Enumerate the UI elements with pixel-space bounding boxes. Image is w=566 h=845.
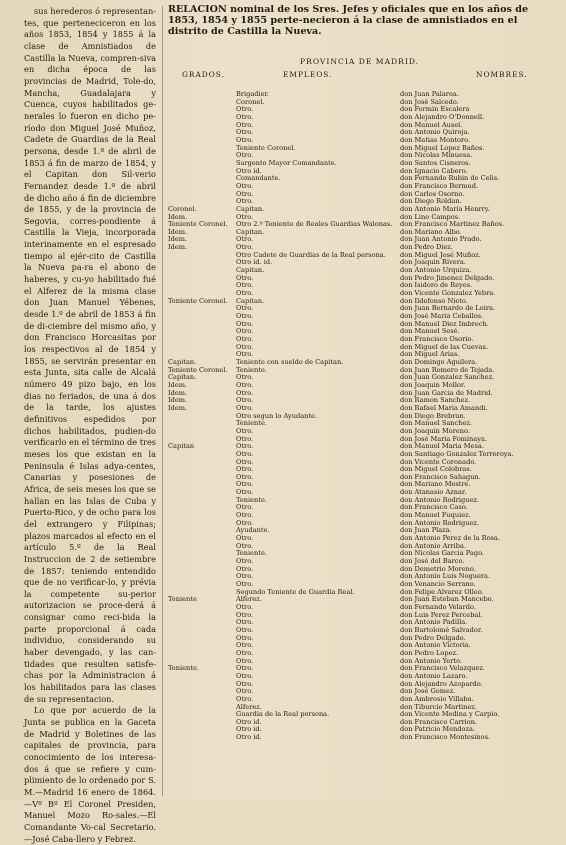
- officer-row: [0, 252, 566, 260]
- officer-row: [0, 681, 566, 689]
- officer-post: Otro.: [236, 472, 254, 481]
- officer-name: don Antonio Arriba.: [400, 541, 467, 550]
- officer-name: don José Maria Ceballos.: [400, 312, 484, 321]
- officer-post: Otro segun lo Ayudante.: [236, 411, 318, 420]
- officer-name: don Antonio María Henrry.: [400, 204, 490, 213]
- officer-post: Otro.: [236, 380, 254, 389]
- officer-name: don Miguel de las Cuevas.: [400, 342, 489, 351]
- officer-name: don Joaquin Mollor.: [400, 380, 466, 389]
- officer-row: [0, 183, 566, 191]
- announcement-paragraph-1: sus herederos ó representan-tes, que perteneciceron en los años 1853, 1854 y 1855 á la clase de Amnistiados de Castilla la Nueva, compren-siva en dicha época de las provincias de Madrid, Tole-do, Mancha, Guadalajara y Cuenca, cuyos habilitados ge-nerales lo fueron en dicho pe-ríodo don Miguel José Muñoz, Cadete de Guardias de la Real persona, desde 1.º de abril de 1853 á fin de marzo de 1854, y el Capitan don Sil-verio Fernandez desde 1.º de abril de dicho año á fin de diciembre de 1855, y de la provincia de Segovia, corres-pondiente á Castilla la Vieja, incorporada interinamente en el espresado tiempo al ejér-cito de Castilla la Nueva pa-ra el abono de haberes, y cu-yo habilitado fué el Alferez de la misma clase don Juan Manuel Yébenes, desde 1.º de abril de 1853 á fin de di-ciembre del mismo año, y don Francisco Horcasitas por los respectivos al de 1854 y 1855, se servirán presentar en esta Junta, sita calle de Alcalá número 49 pizo bajo, en los dias no feriados, de una á dos de la tarde, los ajustes definitivos espedidos por dichos habilitados, pudien-do verificarlo en el término de tres meses los que existan en la Peninsula é Islas adya-centes, Canarias y posesiones de Africa, de seis meses los que se hallan en las Islas de Cuba y Puerto-Rico, y de ocho para los del extrangero y Filipinas; plazos marcados al efecto en el artículo 5.º de la Real Instruccion de 2 de setiembre de 1857: teniendo entendido que de no verificar-lo, y prévia la competente su-perior autorizacion se proce-derá á consignar como reci-bida la parte proporcional á cada individuo, considerando su haber devengado, y las can-tidades que resulten satisfe-chas por la Administracion á los habilitados para las clases de su representacion.: [24, 6, 156, 704]
- officer-grade: Teniente Coronel.: [168, 365, 228, 374]
- officer-name: don Vicente Coronado.: [400, 457, 477, 466]
- officer-post: Otro.: [236, 197, 254, 206]
- officer-post: Otro.: [236, 112, 254, 121]
- officer-row: [0, 520, 566, 528]
- officer-name: don Diego Roldan.: [400, 197, 462, 206]
- officer-name: don Alejandro O'Donnell.: [400, 112, 485, 121]
- officer-post: Otro id.: [236, 733, 262, 742]
- officer-name: don Mariano Albo.: [400, 227, 462, 236]
- officer-post: Otro.: [236, 572, 254, 581]
- officer-name: don Nicolas Minuesa.: [400, 151, 473, 160]
- officer-post: Otro.: [236, 151, 254, 160]
- officer-name: don Miguel José Muñoz.: [400, 250, 481, 259]
- officer-post: Otro.: [236, 350, 254, 359]
- officer-name: don José Maria Fominaya.: [400, 434, 487, 443]
- officer-name: don Miguel Colobras.: [400, 465, 472, 474]
- officer-grade: Idem.: [168, 388, 188, 397]
- officer-row: [0, 627, 566, 635]
- officer-post: Segundo Teniente de Guardia Real.: [236, 587, 355, 596]
- officer-row: [0, 734, 566, 742]
- officer-name: don Antonio Victoria.: [400, 641, 471, 650]
- officer-name: don Ignacio Cabero.: [400, 166, 468, 175]
- officer-row: [0, 688, 566, 696]
- officer-post: Otro.: [236, 105, 254, 114]
- officer-name: don Francisco Caso.: [400, 503, 468, 512]
- officer-post: Otro id. id.: [236, 258, 273, 267]
- officer-post: Otro.: [236, 373, 254, 382]
- officer-name: don Juan Gonzalez Sanchez.: [400, 373, 495, 382]
- officer-post: Otro.: [236, 304, 254, 313]
- officer-grade: Idem.: [168, 403, 188, 412]
- officer-name: don Isidoro de Reyes.: [400, 281, 473, 290]
- officer-row: [0, 328, 566, 336]
- officer-name: don Vicente Gonzalez Yebra.: [400, 289, 496, 298]
- officer-row: [0, 497, 566, 505]
- officer-row: [0, 114, 566, 122]
- officer-post: Alferez.: [236, 595, 262, 604]
- officer-post: Otro.: [236, 480, 254, 489]
- officer-post: Otro.: [236, 648, 254, 657]
- officer-row: [0, 504, 566, 512]
- officer-post: Otro.: [236, 488, 254, 497]
- officer-name: don Miguel Lopez Baños.: [400, 143, 485, 152]
- officer-name: don Francisco Carrion.: [400, 717, 478, 726]
- officer-post: Otro.: [236, 319, 254, 328]
- officer-row: [0, 451, 566, 459]
- officer-row: [0, 145, 566, 153]
- officer-post: Otro.: [236, 656, 254, 665]
- officer-name: don Joaquin Rivera.: [400, 258, 466, 267]
- officer-row: [0, 206, 566, 214]
- officer-post: Otro.: [236, 396, 254, 405]
- officer-row: [0, 665, 566, 673]
- officer-post: Otro.: [236, 243, 254, 252]
- relation-header: [168, 4, 560, 37]
- officer-row: [0, 275, 566, 283]
- officer-name: don Manuel Maria Mesa.: [400, 442, 484, 451]
- officer-name: don Santos Cisneros.: [400, 158, 471, 167]
- officer-row: [0, 221, 566, 229]
- officer-name: don Manuel Sesé.: [400, 327, 460, 336]
- officer-post: Capitan.: [236, 227, 265, 236]
- officer-grade: Capitan: [168, 442, 195, 451]
- officer-row: [0, 573, 566, 581]
- officer-post: Otro.: [236, 541, 254, 550]
- officer-post: Otro id.: [236, 717, 262, 726]
- officer-grade: Idem.: [168, 380, 188, 389]
- officer-post: Otro.: [236, 327, 254, 336]
- officer-grade: Ídem.: [168, 227, 188, 236]
- officer-post: Otro.: [236, 289, 254, 298]
- officer-name: don Pedro Delgado.: [400, 633, 466, 642]
- officer-name: don Francisco Bermud.: [400, 181, 479, 190]
- officer-post: Comandante.: [236, 174, 281, 183]
- officer-grade: Coronel.: [168, 204, 197, 213]
- officer-post: Teniente.: [236, 549, 267, 558]
- officer-name: don Matias Montoro.: [400, 135, 471, 144]
- officer-post: Otro.: [236, 457, 254, 466]
- officer-name: don Manuel Fuquiez.: [400, 511, 471, 520]
- officer-post: Otro.: [236, 189, 254, 198]
- officer-row: [0, 696, 566, 704]
- officer-post: Otro.: [236, 465, 254, 474]
- officer-row: [0, 374, 566, 382]
- officer-row: [0, 635, 566, 643]
- officer-name: don Francisco Velazquez.: [400, 664, 485, 673]
- officer-name: don Carlos Osorno.: [400, 189, 465, 198]
- officer-post: Otro.: [236, 564, 254, 573]
- officer-name: don Ambrosio Villaba.: [400, 694, 474, 703]
- officer-name: don Antonio Urquiza.: [400, 266, 472, 275]
- officer-post: Otro id.: [236, 166, 262, 175]
- officer-name: don Tiburcio Martinez.: [400, 702, 477, 711]
- officer-post: Otro.: [236, 235, 254, 244]
- officer-post: Otro.: [236, 312, 254, 321]
- officer-name: don Pedro Lopez.: [400, 648, 459, 657]
- officer-row: [0, 236, 566, 244]
- officer-name: don Antonio Lazaro.: [400, 671, 468, 680]
- officer-post: Ayudante.: [236, 526, 270, 535]
- officer-post: Otro.: [236, 511, 254, 520]
- officer-name: don Vicente Medina y Carpio.: [400, 710, 500, 719]
- officer-grade: Teniente Coronel.: [168, 296, 228, 305]
- officer-row: [0, 413, 566, 421]
- officer-grade: Idem.: [168, 212, 188, 221]
- officer-name: don Felipe Alvarez Olleo.: [400, 587, 484, 596]
- officer-name: don Pedro Diez.: [400, 243, 453, 252]
- officer-row: [0, 474, 566, 482]
- officer-name: don Rafael Maria Amandi.: [400, 403, 488, 412]
- officer-post: Otro.: [236, 641, 254, 650]
- officer-name: don Antonio Padilla.: [400, 618, 468, 627]
- column-header-empleos: EMPLEOS.: [283, 70, 333, 79]
- officer-row: [0, 711, 566, 719]
- officer-post: Otro.: [236, 664, 254, 673]
- officer-post: Otro.: [236, 618, 254, 627]
- officer-row: [0, 550, 566, 558]
- officer-row: [0, 390, 566, 398]
- officer-name: don Francisco Montesinos.: [400, 733, 491, 742]
- officer-name: don Nicolas Garcia Pago.: [400, 549, 485, 558]
- column-header-grados: GRADOS.: [182, 70, 225, 79]
- officer-post: Otro.: [236, 449, 254, 458]
- officer-name: don Juan Esteban Mancebo.: [400, 595, 494, 604]
- officer-post: Otro.: [236, 281, 254, 290]
- officer-post: Capitan.: [236, 266, 265, 275]
- officer-post: Otro.: [236, 426, 254, 435]
- officer-post: Otro.: [236, 128, 254, 137]
- officer-row: [0, 290, 566, 298]
- officer-name: don Juan Romero de Tejada.: [400, 365, 495, 374]
- officer-post: Otro.: [236, 679, 254, 688]
- officer-post: Teniente.: [236, 419, 267, 428]
- officer-name: don Santiago Gonzalez Terreroya.: [400, 449, 514, 458]
- officer-name: don Francisco Sahagun.: [400, 472, 481, 481]
- officer-row: [0, 489, 566, 497]
- officer-grade: Capitan.: [168, 373, 197, 382]
- officer-name: don Manuel Sanchez.: [400, 419, 472, 428]
- officer-post: Otro.: [236, 687, 254, 696]
- province-heading: PROVINCIA DE MADRID.: [300, 57, 420, 66]
- officer-post: Otro.: [236, 503, 254, 512]
- officer-name: don Juan Bernardo de Loira.: [400, 304, 496, 313]
- officer-post: Sargento Mayor Comandante.: [236, 158, 337, 167]
- officer-name: don Fernando Rubin de Celis.: [400, 174, 500, 183]
- officer-row: [0, 535, 566, 543]
- officer-name: don Atanasio Aznar.: [400, 488, 467, 497]
- officer-row: [0, 122, 566, 130]
- officer-post: Alferez.: [236, 702, 262, 711]
- officer-name: don Patricio Mendoza.: [400, 725, 475, 734]
- officer-name: don Venancio Serrano.: [400, 580, 476, 588]
- officer-name: don Fernando Velardo.: [400, 602, 476, 611]
- officer-post: Otro.: [236, 335, 254, 343]
- officer-post: Otro.: [236, 434, 254, 443]
- officer-row: [0, 229, 566, 237]
- officer-name: don Antonio Perez de la Rosa.: [400, 534, 500, 543]
- officer-post: Otro.: [236, 120, 254, 129]
- officer-name: don Pedro Jimenez Delgado.: [400, 273, 495, 282]
- officer-name: don Juan Antonio Prado.: [400, 235, 482, 244]
- officer-grade: Teniente Coronel.: [168, 220, 228, 229]
- officer-post: Teniente con sueldo de Capitan.: [236, 357, 344, 366]
- officer-name: don Joaquin Moreno.: [400, 426, 470, 435]
- officer-post: Brigadier.: [236, 90, 270, 98]
- officer-post: Coronel.: [236, 97, 265, 106]
- officer-row: [0, 481, 566, 489]
- officer-grade: Teniente.: [168, 664, 199, 673]
- officer-row: [0, 650, 566, 658]
- officer-row: [0, 459, 566, 467]
- officer-row: [0, 321, 566, 329]
- officer-grade: Idem.: [168, 243, 188, 252]
- officer-row: [0, 129, 566, 137]
- officer-post: Guardia de la Real persona.: [236, 710, 330, 719]
- column-header-nombres: NOMBRES.: [476, 70, 528, 79]
- officer-row: [0, 99, 566, 107]
- officer-post: Capitan.: [236, 204, 265, 213]
- officer-name: don Diego Brebran.: [400, 411, 466, 420]
- officer-name: don Antonio Luis Noguera.: [400, 572, 491, 581]
- officer-post: Otro.: [236, 181, 254, 190]
- officer-grade: Capitan.: [168, 357, 197, 366]
- officer-name: don José Salcedo.: [400, 97, 459, 106]
- officer-name: don Lino Campos.: [400, 212, 461, 221]
- relation-title: RELACION nominal de los Sres. Jefes y oficiales que en los años de 1853, 1854 y 1855 perte-necieron á la clase de amnistiados en el distrito de Castilla la Nueva.: [168, 4, 529, 37]
- officer-post: Teniente.: [236, 365, 267, 374]
- officer-post: Teniente Coronel.: [236, 143, 296, 152]
- officer-row: [0, 191, 566, 199]
- officer-name: don Francisco Osorio.: [400, 335, 474, 343]
- officer-post: Otro.: [236, 518, 254, 527]
- officer-post: Otro.: [236, 534, 254, 543]
- officer-post: Otro.: [236, 625, 254, 634]
- officer-post: Otro.: [236, 342, 254, 351]
- officer-post: Otro.: [236, 388, 254, 397]
- officer-row: [0, 512, 566, 520]
- officer-name: don Antonio Rodriguez.: [400, 518, 479, 527]
- officer-grade: Teniente: [168, 595, 197, 604]
- officer-row: [0, 344, 566, 352]
- officer-post: Otro id.: [236, 725, 262, 734]
- officer-row: [0, 259, 566, 267]
- officer-name: don Mariano Mestre.: [400, 480, 471, 489]
- officer-row: [0, 466, 566, 474]
- officer-grade: Idem.: [168, 396, 188, 405]
- officer-post: Otro.: [236, 273, 254, 282]
- officer-row: [0, 719, 566, 727]
- officer-name: don Manuel Ausel.: [400, 120, 463, 129]
- officer-grade: Idem.: [168, 235, 188, 244]
- officer-list: [0, 91, 566, 742]
- officer-name: don Ildefonso Nieto.: [400, 296, 468, 305]
- officer-name: don Juan Garcia de Madrid.: [400, 388, 493, 397]
- officer-name: don José del Barco.: [400, 557, 465, 566]
- officer-name: don Juan Plaza.: [400, 526, 452, 535]
- officer-post: Otro.: [236, 633, 254, 642]
- officer-post: Otro.: [236, 135, 254, 144]
- officer-post: Capitan.: [236, 296, 265, 305]
- officer-name: don Luis Perez Percebal.: [400, 610, 483, 619]
- officer-name: don Demetrio Moreno.: [400, 564, 476, 573]
- officer-row: [0, 160, 566, 168]
- officer-post: Otro.: [236, 580, 254, 588]
- announcement-paragraph-2: Lo que por acuerdo de la Junta se publica en la Gaceta de Madrid y Boletines de las capitales de provincia, para conocimiento de los interesa-dos á que se refiere y cum-plimiento de lo ordenado por S. M.—Madrid 16 enero de 1864.—Vº Bº El Coronel Presiden, Manuel Mozo Ro-sales.—El Comandante Vo-cal Secretario.—José Caba-llero y Febrez.: [24, 705, 156, 844]
- officer-row: [0, 558, 566, 566]
- officer-post: Otro 2.º Teniente de Reales Guardias Walonas.: [236, 220, 393, 229]
- officer-name: don Domingo Aguilera.: [400, 357, 478, 366]
- officer-post: Otro.: [236, 442, 254, 451]
- officer-name: don Miguel Arias.: [400, 350, 460, 359]
- officer-post: Otro.: [236, 403, 254, 412]
- officer-name: don Juan Palarea.: [400, 90, 459, 98]
- officer-name: don José Gomez.: [400, 687, 456, 696]
- officer-post: Otro.: [236, 602, 254, 611]
- officer-post: Otro Cadete de Guardias de la Real persona.: [236, 250, 386, 259]
- officer-post: Otro.: [236, 212, 254, 221]
- officer-name: don Manuel Diez Imbrech.: [400, 319, 489, 328]
- officer-post: Otro.: [236, 557, 254, 566]
- officer-name: don Fermin Escalera: [400, 105, 470, 114]
- officer-name: don Alejandro Azopardo.: [400, 679, 483, 688]
- officer-row: [0, 642, 566, 650]
- officer-name: don Antonio Yerto.: [400, 656, 463, 665]
- officer-post: Otro.: [236, 671, 254, 680]
- officer-row: [0, 612, 566, 620]
- officer-post: Otro.: [236, 610, 254, 619]
- officer-post: Teniente.: [236, 495, 267, 504]
- officer-name: don Francisco Martinez Baños.: [400, 220, 505, 229]
- officer-post: Otro.: [236, 694, 254, 703]
- officer-name: don Antonio Quiroja.: [400, 128, 470, 137]
- officer-row: [0, 175, 566, 183]
- officer-row: [0, 596, 566, 604]
- officer-row: [0, 91, 566, 99]
- officer-name: don Ramon Sanchez.: [400, 396, 471, 405]
- officer-name: don Antonio Rodriguez.: [400, 495, 479, 504]
- officer-name: don Bartolomé Salvador.: [400, 625, 483, 634]
- officer-row: [0, 420, 566, 428]
